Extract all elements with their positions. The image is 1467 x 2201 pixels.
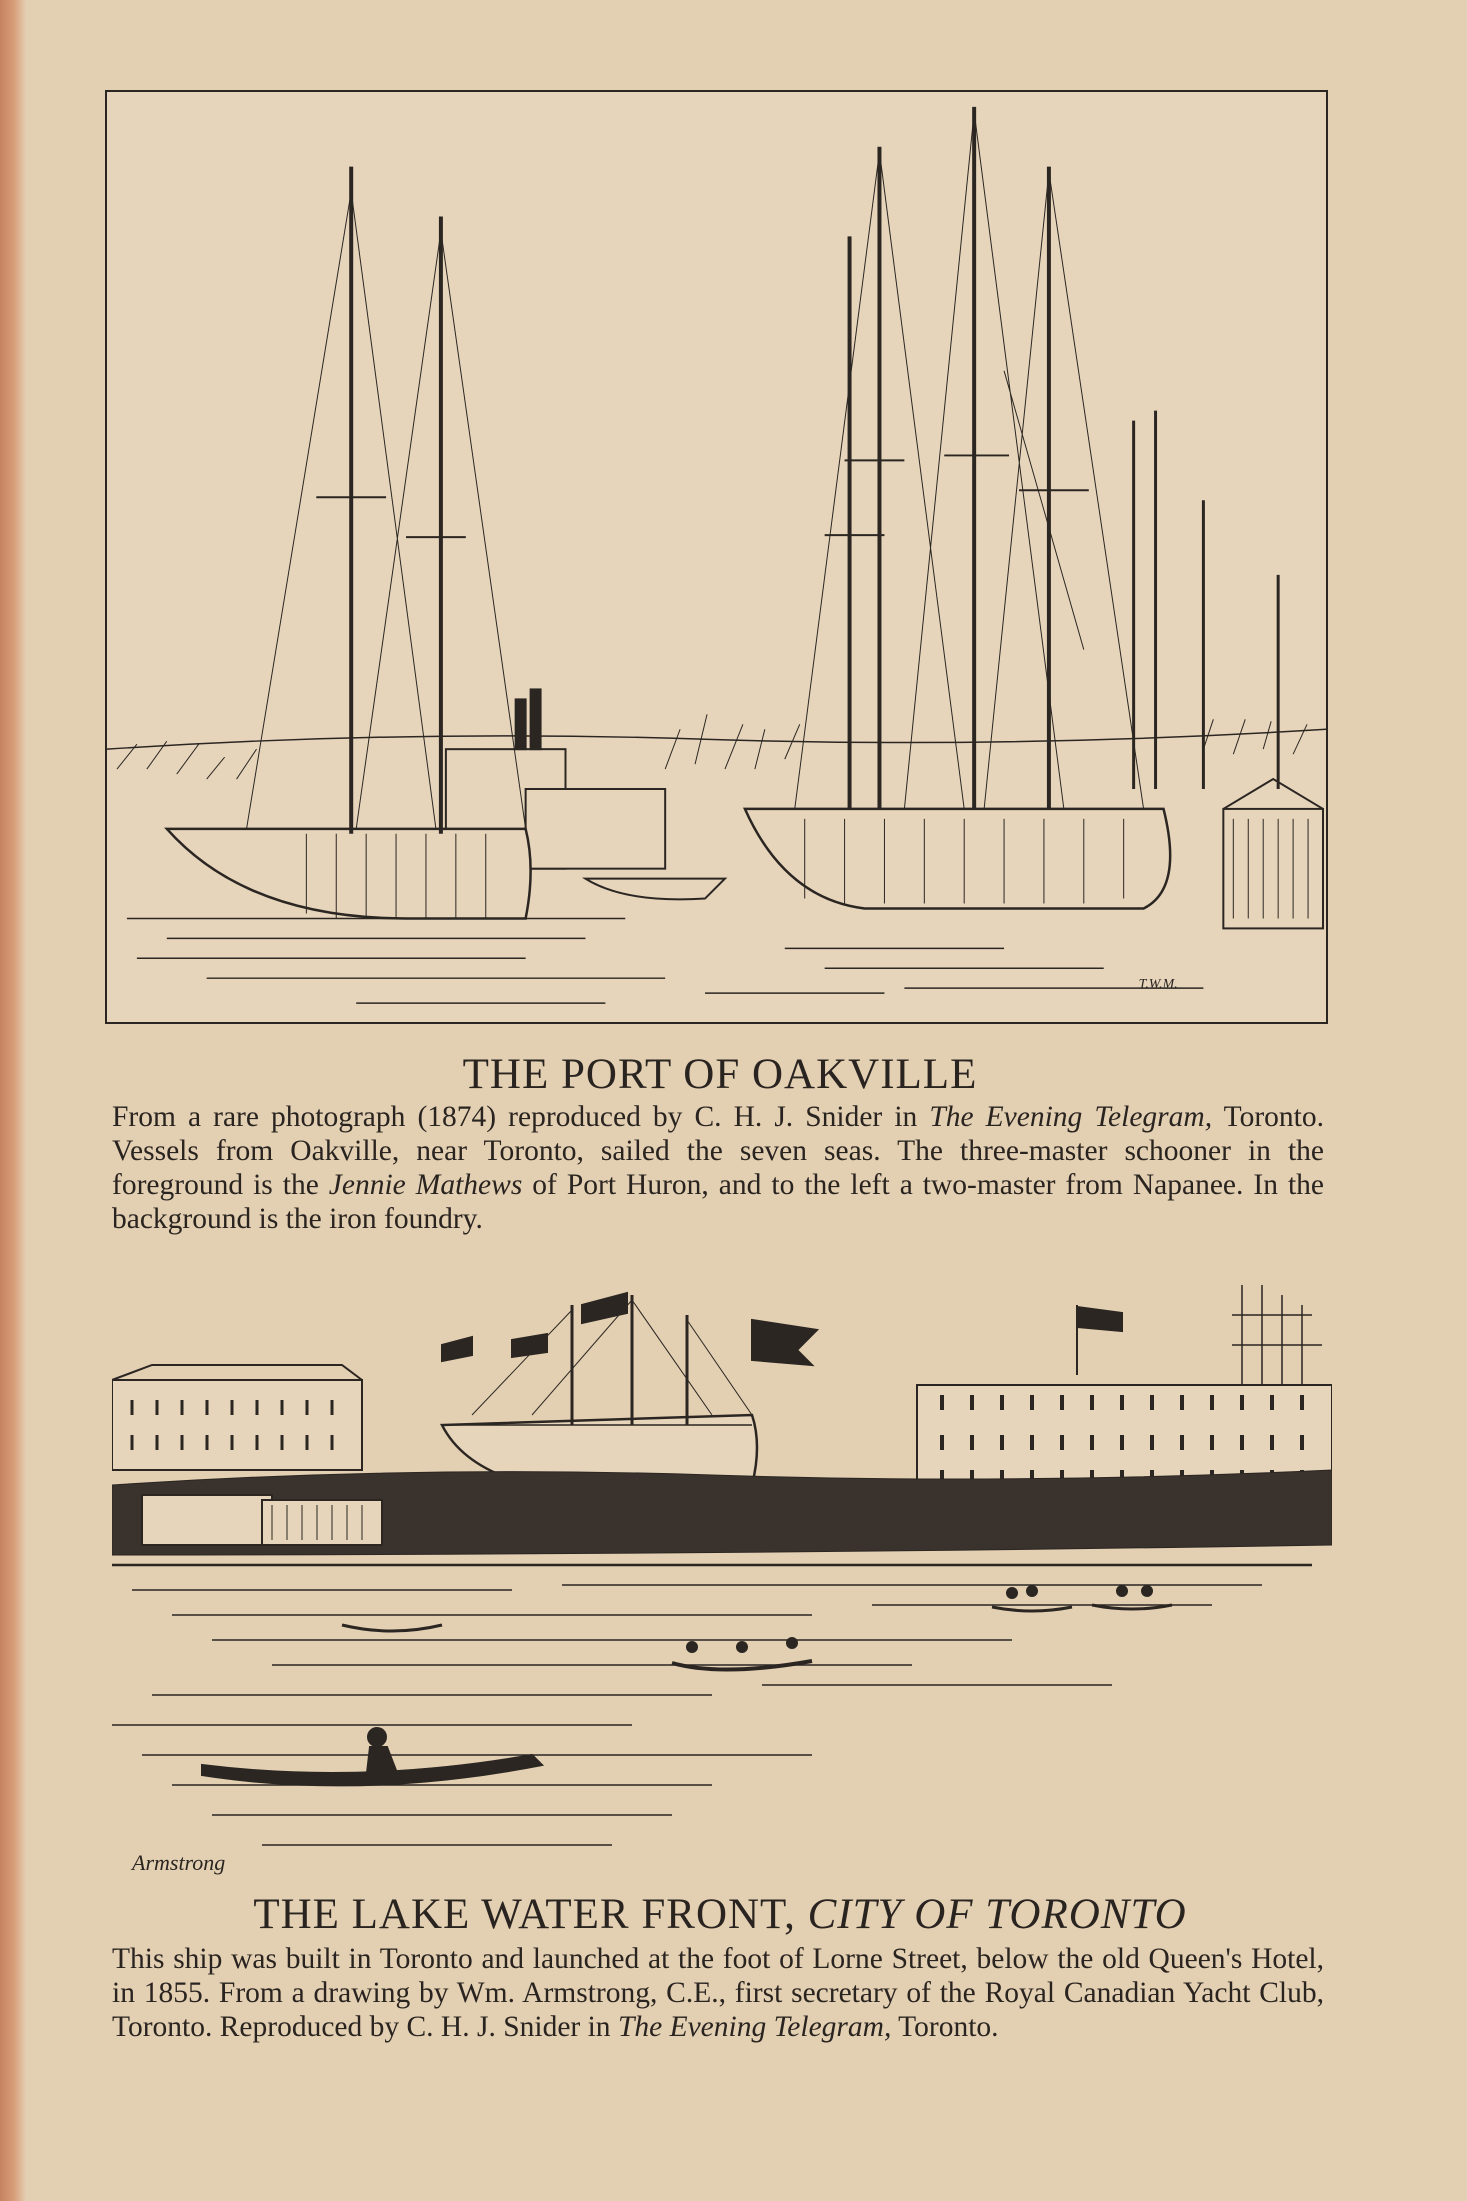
toronto-title-city: CITY OF TORONTO — [807, 1891, 1187, 1938]
toronto-title — [110, 1890, 1330, 1939]
oakville-drawing — [107, 92, 1326, 1022]
oakville-caption-ship-name: Jennie Mathews — [328, 1169, 523, 1201]
oakville-caption — [112, 1100, 1324, 1236]
oakville-title: THE PORT OF OAKVILLE — [462, 1051, 978, 1098]
toronto-caption-text-2: Toronto. — [891, 2011, 999, 2043]
toronto-caption-newspaper: The Evening Telegram, — [617, 2011, 892, 2043]
oakville-artist-signature: T.W.M. — [1138, 977, 1178, 993]
toronto-title-plain: THE LAKE WATER FRONT, — [253, 1891, 808, 1938]
oakville-illustration — [105, 90, 1328, 1024]
toronto-artist-signature: Armstrong — [132, 1850, 226, 1875]
oakville-caption-newspaper: The Evening Telegram, — [929, 1101, 1213, 1133]
oakville-caption-text-1: From a rare photograph (1874) reproduced by C. H. J. Snider in — [112, 1101, 930, 1133]
toronto-illustration — [112, 1285, 1332, 1885]
toronto-caption-text-1: This ship was built in Toronto and launched at the foot of Lorne Street, below the old Queen's Hotel, in 1855. From a drawing by Wm. Armstrong, C.E., first secretary of the Royal Canadian Yacht Club, Toronto. Reproduced by C. H. J. Snider in — [112, 1943, 1324, 2043]
toronto-drawing — [112, 1285, 1332, 1885]
page-binding-edge — [0, 0, 26, 2201]
oakville-caption-text-3: of Port Huron, and to the left a two-master from Napanee. In the background is the iron foundry. — [112, 1169, 1325, 1235]
toronto-caption — [112, 1942, 1324, 2044]
oakville-caption-text-2: Toronto. Vessels from Oakville, near Toronto, sailed the seven seas. The three-master schooner in the foreground is the — [112, 1101, 1324, 1201]
